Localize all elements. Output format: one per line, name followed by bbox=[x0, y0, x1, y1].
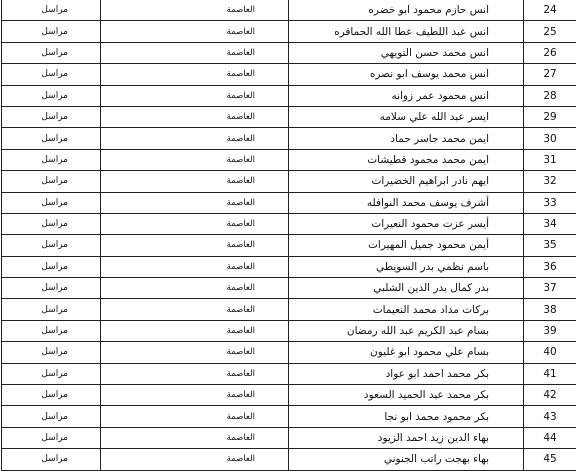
name-cell: بكر محمد احمد ابو عواد bbox=[289, 363, 524, 384]
table-row bbox=[2, 171, 576, 192]
city-cell: العاصمة bbox=[101, 406, 289, 427]
number-cell: 40 bbox=[524, 342, 576, 363]
employees-table bbox=[1, 0, 576, 471]
city-cell: العاصمة bbox=[101, 85, 289, 106]
number-cell: 41 bbox=[524, 363, 576, 384]
job-cell: مراسل bbox=[2, 406, 101, 427]
table-row bbox=[2, 213, 576, 234]
city-cell: العاصمة bbox=[101, 256, 289, 277]
number-cell: 45 bbox=[524, 449, 576, 470]
table-row bbox=[2, 42, 576, 63]
job-cell: مراسل bbox=[2, 449, 101, 470]
city-cell: العاصمة bbox=[101, 385, 289, 406]
name-cell: انس محمد حسن التويهي bbox=[289, 42, 524, 63]
city-cell: العاصمة bbox=[101, 299, 289, 320]
number-cell: 32 bbox=[524, 171, 576, 192]
table-row bbox=[2, 406, 576, 427]
number-cell: 33 bbox=[524, 192, 576, 213]
number-cell: 44 bbox=[524, 427, 576, 448]
job-cell: مراسل bbox=[2, 427, 101, 448]
table-row bbox=[2, 449, 576, 470]
table-row bbox=[2, 235, 576, 256]
city-cell: العاصمة bbox=[101, 21, 289, 42]
name-cell: بهاء الدين زيد احمد الزيود bbox=[289, 427, 524, 448]
name-cell: ايمن محمد محمود قطيشات bbox=[289, 149, 524, 170]
name-cell: بكر محمد عبد الحميد السعود bbox=[289, 385, 524, 406]
number-cell: 37 bbox=[524, 278, 576, 299]
name-cell: باسم نظمي بدر السويطي bbox=[289, 256, 524, 277]
job-cell: مراسل bbox=[2, 64, 101, 85]
name-cell: بسام علي محمود ابو غليون bbox=[289, 342, 524, 363]
number-cell: 27 bbox=[524, 64, 576, 85]
table-row bbox=[2, 278, 576, 299]
number-cell: 43 bbox=[524, 406, 576, 427]
name-cell: انس عبد اللطيف عطا الله الحماقره bbox=[289, 21, 524, 42]
table-row bbox=[2, 256, 576, 277]
name-cell: بهاء بهجت راتب الجنوني bbox=[289, 449, 524, 470]
job-cell: مراسل bbox=[2, 106, 101, 127]
job-cell: مراسل bbox=[2, 256, 101, 277]
job-cell: مراسل bbox=[2, 363, 101, 384]
job-cell: مراسل bbox=[2, 42, 101, 63]
job-cell: مراسل bbox=[2, 192, 101, 213]
table-row bbox=[2, 385, 576, 406]
name-cell: انس محمود عمر زوانه bbox=[289, 85, 524, 106]
table-row bbox=[2, 299, 576, 320]
job-cell: مراسل bbox=[2, 21, 101, 42]
city-cell: العاصمة bbox=[101, 278, 289, 299]
table-row bbox=[2, 0, 576, 21]
job-cell: مراسل bbox=[2, 235, 101, 256]
city-cell: العاصمة bbox=[101, 363, 289, 384]
name-cell: انس حازم محمود ابو خضره bbox=[289, 0, 524, 21]
city-cell: العاصمة bbox=[101, 192, 289, 213]
job-cell: مراسل bbox=[2, 320, 101, 341]
name-cell: أيمن محمود جميل المهيرات bbox=[289, 235, 524, 256]
job-cell: مراسل bbox=[2, 278, 101, 299]
table-row bbox=[2, 149, 576, 170]
name-cell: بسام عبد الكريم عبد الله رمضان bbox=[289, 320, 524, 341]
table-row bbox=[2, 320, 576, 341]
city-cell: العاصمة bbox=[101, 149, 289, 170]
name-cell: انس محمد يوسف ابو نصره bbox=[289, 64, 524, 85]
table-row bbox=[2, 192, 576, 213]
city-cell: العاصمة bbox=[101, 449, 289, 470]
city-cell: العاصمة bbox=[101, 213, 289, 234]
name-cell: بكر محمود محمد ابو نجا bbox=[289, 406, 524, 427]
name-cell: ايمن محمد جاسر حماد bbox=[289, 128, 524, 149]
city-cell: العاصمة bbox=[101, 128, 289, 149]
number-cell: 25 bbox=[524, 21, 576, 42]
name-cell: بركات مداد محمد النعيمات bbox=[289, 299, 524, 320]
city-cell: العاصمة bbox=[101, 235, 289, 256]
city-cell: العاصمة bbox=[101, 64, 289, 85]
job-cell: مراسل bbox=[2, 385, 101, 406]
number-cell: 29 bbox=[524, 106, 576, 127]
table-row bbox=[2, 85, 576, 106]
name-cell: بدر كمال بدر الدين الشلبي bbox=[289, 278, 524, 299]
city-cell: العاصمة bbox=[101, 320, 289, 341]
city-cell: العاصمة bbox=[101, 427, 289, 448]
table-row bbox=[2, 106, 576, 127]
number-cell: 28 bbox=[524, 85, 576, 106]
number-cell: 30 bbox=[524, 128, 576, 149]
number-cell: 31 bbox=[524, 149, 576, 170]
job-cell: مراسل bbox=[2, 0, 101, 21]
job-cell: مراسل bbox=[2, 299, 101, 320]
job-cell: مراسل bbox=[2, 171, 101, 192]
number-cell: 42 bbox=[524, 385, 576, 406]
city-cell: العاصمة bbox=[101, 0, 289, 21]
job-cell: مراسل bbox=[2, 128, 101, 149]
name-cell: ايهم نادر ابراهيم الخضيرات bbox=[289, 171, 524, 192]
city-cell: العاصمة bbox=[101, 171, 289, 192]
city-cell: العاصمة bbox=[101, 42, 289, 63]
table-body bbox=[2, 0, 576, 470]
table-row bbox=[2, 363, 576, 384]
city-cell: العاصمة bbox=[101, 106, 289, 127]
city-cell: العاصمة bbox=[101, 342, 289, 363]
table-row bbox=[2, 21, 576, 42]
number-cell: 26 bbox=[524, 42, 576, 63]
name-cell: أيسر عزت محمود النعيرات bbox=[289, 213, 524, 234]
number-cell: 34 bbox=[524, 213, 576, 234]
job-cell: مراسل bbox=[2, 213, 101, 234]
table-row bbox=[2, 342, 576, 363]
number-cell: 35 bbox=[524, 235, 576, 256]
table-row bbox=[2, 427, 576, 448]
table-row bbox=[2, 64, 576, 85]
name-cell: أشرف يوسف محمد النوافله bbox=[289, 192, 524, 213]
job-cell: مراسل bbox=[2, 342, 101, 363]
table-row bbox=[2, 128, 576, 149]
number-cell: 38 bbox=[524, 299, 576, 320]
number-cell: 39 bbox=[524, 320, 576, 341]
number-cell: 24 bbox=[524, 0, 576, 21]
name-cell: ايسر عبد الله علي سلامه bbox=[289, 106, 524, 127]
job-cell: مراسل bbox=[2, 149, 101, 170]
job-cell: مراسل bbox=[2, 85, 101, 106]
number-cell: 36 bbox=[524, 256, 576, 277]
